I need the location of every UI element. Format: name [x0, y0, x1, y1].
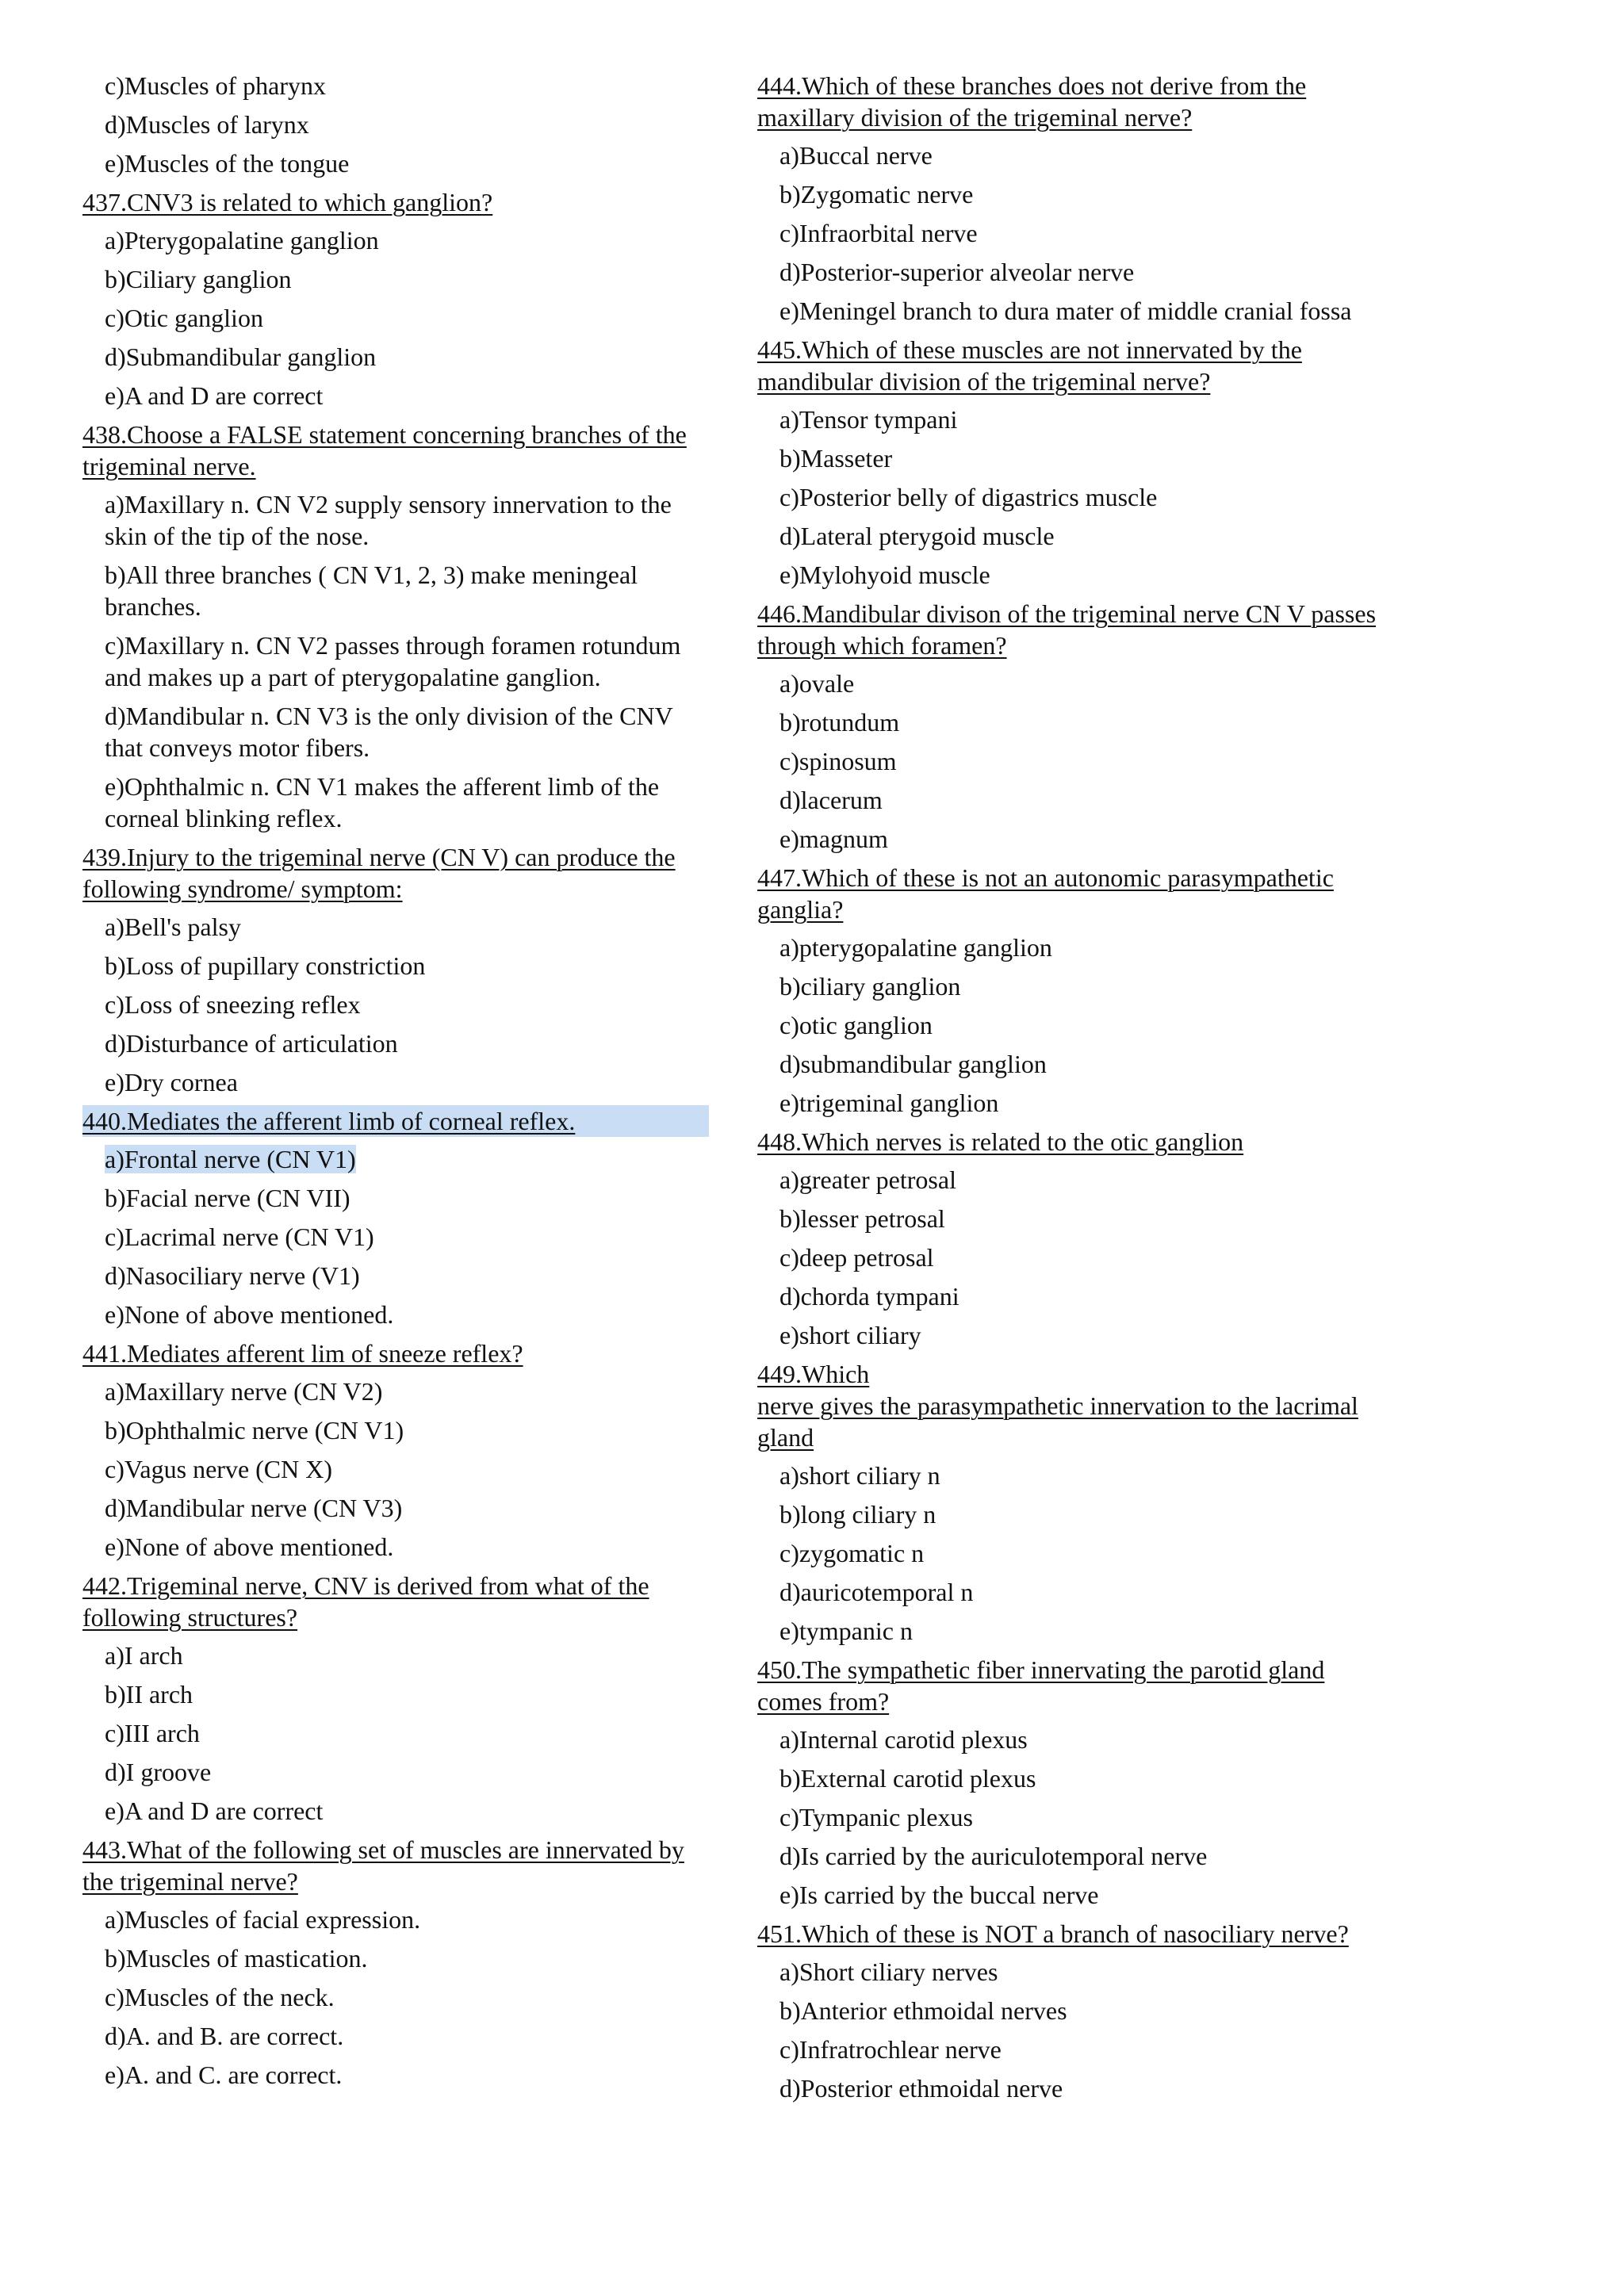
answer-option: b)lesser petrosal: [779, 1204, 945, 1233]
answer-option: [82, 1678, 709, 1710]
answer-option-text: b)All three branches ( CN V1, 2, 3) make meningeal branches.: [105, 561, 638, 621]
question-text: 441.Mediates afferent lim of sneeze reflex?: [82, 1339, 523, 1368]
answer-option: [82, 950, 709, 982]
answer-option-text: e)None of above mentioned.: [105, 1533, 394, 1561]
answer-option-text: b)Ciliary ganglion: [105, 265, 292, 293]
answer-option: c)zygomatic n: [779, 1539, 925, 1567]
question-text: 447.Which of these is not an autonomic parasympathetic ganglia?: [757, 863, 1334, 924]
answer-option: a)short ciliary n: [779, 1461, 940, 1490]
answer-option: [82, 911, 709, 943]
answer-option: b)External carotid plexus: [779, 1764, 1036, 1793]
answer-option-text: b)Facial nerve (CN VII): [105, 1184, 350, 1212]
answer-option: [82, 380, 709, 411]
answer-option: a)Short ciliary nerves: [779, 1957, 998, 1986]
answer-option-text: d)A. and B. are correct.: [105, 2022, 344, 2050]
question-text: 444.Which of these branches does not derive from the maxillary division of the trigeminal nerve?: [757, 71, 1307, 132]
left-column: [82, 70, 709, 2098]
answer-option: [82, 2020, 709, 2052]
answer-option: a)ovale: [779, 669, 855, 698]
answer-option-text: a)Maxillary nerve (CN V2): [105, 1377, 383, 1406]
answer-option: [82, 263, 709, 295]
answer-option: [82, 1717, 709, 1749]
answer-option: [82, 302, 709, 334]
answer-option-text: a)Pterygopalatine ganglion: [105, 226, 379, 254]
answer-option-text: e)None of above mentioned.: [105, 1300, 394, 1329]
answer-option: c)spinosum: [779, 747, 897, 775]
answer-option-text: c)Lacrimal nerve (CN V1): [105, 1223, 374, 1251]
answer-option: b)long ciliary n: [779, 1500, 936, 1529]
question-text: 439.Injury to the trigeminal nerve (CN V) can produce the following syndrome/ symptom:: [82, 843, 676, 903]
answer-option: [82, 1531, 709, 1563]
answer-option: d)lacerum: [779, 786, 883, 814]
answer-option: b)rotundum: [779, 708, 900, 737]
question-text: 443.What of the following set of muscles are innervated by the trigeminal nerve?: [82, 1835, 684, 1896]
answer-option: d)chorda tympani: [779, 1282, 959, 1311]
answer-option: [82, 1066, 709, 1098]
question-text: 438.Choose a FALSE statement concerning branches of the trigeminal nerve.: [82, 420, 687, 480]
answer-option: [82, 1453, 709, 1485]
answer-option: e)Muscles of the tongue: [105, 149, 350, 178]
question-text: 448.Which nerves is related to the otic ganglion: [757, 1127, 1244, 1156]
answer-option: [82, 1260, 709, 1292]
answer-option-text: c)Vagus nerve (CN X): [105, 1455, 333, 1483]
question-text: 445.Which of these muscles are not innervated by the mandibular division of the trigeminal nerve?: [757, 335, 1302, 396]
answer-option: b)ciliary ganglion: [779, 972, 961, 1001]
answer-option: c)deep petrosal: [779, 1243, 934, 1272]
answer-option: [82, 2059, 709, 2091]
answer-option-text: c)Maxillary n. CN V2 passes through foramen rotundum and makes up a part of pterygopalatine ganglion.: [105, 631, 681, 691]
answer-option: c)Tympanic plexus: [779, 1803, 973, 1831]
answer-option: d)Lateral pterygoid muscle: [779, 522, 1055, 550]
answer-option: [82, 1981, 709, 2013]
answer-option: c)Infratrochlear nerve: [779, 2035, 1002, 2064]
answer-option: [82, 1299, 709, 1330]
answer-option: d)submandibular ganglion: [779, 1050, 1047, 1078]
answer-option: e)magnum: [779, 825, 888, 853]
right-column: [757, 70, 1384, 2111]
answer-option: e)Mylohyoid muscle: [779, 561, 990, 589]
question-text-highlighted: 440.Mediates the afferent limb of corneal reflex.: [82, 1105, 709, 1137]
answer-option: e)tympanic n: [779, 1617, 913, 1645]
answer-option: [82, 700, 709, 763]
answer-option: [82, 1182, 709, 1214]
answer-option: a)Internal carotid plexus: [779, 1725, 1028, 1754]
answer-option-text: b)Loss of pupillary constriction: [105, 951, 426, 980]
answer-option-text: d)Submandibular ganglion: [105, 342, 377, 371]
answer-option-text: e)A. and C. are correct.: [105, 2061, 343, 2089]
question-text: 451.Which of these is NOT a branch of nasociliary nerve?: [757, 1919, 1349, 1948]
answer-option: [82, 989, 709, 1020]
answer-option: [82, 1795, 709, 1827]
answer-option: [82, 1414, 709, 1446]
question-text: 449.Which: [757, 1360, 870, 1388]
answer-option: d)auricotemporal n: [779, 1578, 974, 1606]
question-text-continued: nerve gives the parasympathetic innervation to the lacrimal gland: [757, 1391, 1358, 1452]
answer-option-text: d)I groove: [105, 1758, 212, 1786]
answer-option: [82, 629, 709, 693]
answer-option: a)greater petrosal: [779, 1165, 956, 1194]
answer-option: [82, 1640, 709, 1671]
answer-option-text: c)Otic ganglion: [105, 304, 263, 332]
answer-option: b)Zygomatic nerve: [779, 180, 974, 209]
answer-option-text: c)III arch: [105, 1719, 200, 1747]
answer-option: b)Anterior ethmoidal nerves: [779, 1996, 1067, 2025]
answer-option: [82, 771, 709, 834]
answer-option: [82, 1143, 709, 1175]
answer-option: [82, 1904, 709, 1935]
answer-option: c)Infraorbital nerve: [779, 219, 978, 247]
answer-option: [82, 1492, 709, 1524]
answer-option-text: a)I arch: [105, 1641, 183, 1670]
answer-option-text: d)Nasociliary nerve (V1): [105, 1261, 360, 1290]
answer-option-text: e)Ophthalmic n. CN V1 makes the afferent limb of the corneal blinking reflex.: [105, 772, 660, 832]
answer-option: b)Masseter: [779, 444, 893, 473]
answer-option-text: d)Mandibular nerve (CN V3): [105, 1494, 403, 1522]
answer-option: c)Posterior belly of digastrics muscle: [779, 483, 1158, 511]
answer-option: [82, 488, 709, 552]
question-text: 442.Trigeminal nerve, CNV is derived from what of the following structures?: [82, 1571, 649, 1632]
answer-option: a)Buccal nerve: [779, 141, 933, 170]
answer-option-text: d)Disturbance of articulation: [105, 1029, 398, 1058]
answer-option-text: b)Muscles of mastication.: [105, 1944, 368, 1973]
answer-option: d)Posterior ethmoidal nerve: [779, 2074, 1063, 2103]
answer-option-text: b)II arch: [105, 1680, 193, 1709]
answer-option: a)Tensor tympani: [779, 405, 958, 434]
answer-option: [82, 1376, 709, 1407]
answer-option: d)Posterior-superior alveolar nerve: [779, 258, 1135, 286]
answer-option-highlighted: a)Frontal nerve (CN V1): [105, 1145, 356, 1173]
answer-option-text: b)Ophthalmic nerve (CN V1): [105, 1416, 404, 1445]
answer-option-text: a)Bell's palsy: [105, 913, 241, 941]
answer-option-text: e)A and D are correct: [105, 381, 324, 410]
question-text: 446.Mandibular divison of the trigeminal nerve CN V passes through which foramen?: [757, 599, 1377, 660]
answer-option: c)Muscles of pharynx: [105, 71, 327, 100]
answer-option: e)short ciliary: [779, 1321, 921, 1349]
answer-option: e)trigeminal ganglion: [779, 1089, 999, 1117]
answer-option: [82, 559, 709, 622]
question-text: 437.CNV3 is related to which ganglion?: [82, 188, 493, 216]
answer-option: d)Is carried by the auriculotemporal nerve: [779, 1842, 1208, 1870]
answer-option: [82, 1756, 709, 1788]
answer-option: [82, 224, 709, 256]
answer-option-text: e)Dry cornea: [105, 1068, 238, 1096]
answer-option: [82, 1027, 709, 1059]
answer-option: c)otic ganglion: [779, 1011, 933, 1039]
answer-option-text: d)Mandibular n. CN V3 is the only division of the CNV that conveys motor fibers.: [105, 702, 673, 762]
answer-option: [82, 341, 709, 373]
answer-option: d)Muscles of larynx: [105, 110, 309, 139]
answer-option-text: e)A and D are correct: [105, 1797, 324, 1825]
answer-option: [82, 1221, 709, 1253]
answer-option-text: c)Loss of sneezing reflex: [105, 990, 361, 1019]
answer-option: e)Is carried by the buccal nerve: [779, 1881, 1099, 1909]
answer-option-text: a)Muscles of facial expression.: [105, 1905, 421, 1934]
answer-option-text: c)Muscles of the neck.: [105, 1983, 335, 2011]
answer-option: a)pterygopalatine ganglion: [779, 933, 1052, 962]
question-text: 450.The sympathetic fiber innervating the parotid gland comes from?: [757, 1655, 1325, 1716]
answer-option: [82, 1942, 709, 1974]
answer-option: e)Meningel branch to dura mater of middle cranial fossa: [779, 297, 1352, 325]
answer-option-text: a)Maxillary n. CN V2 supply sensory innervation to the skin of the tip of the nose.: [105, 490, 672, 550]
